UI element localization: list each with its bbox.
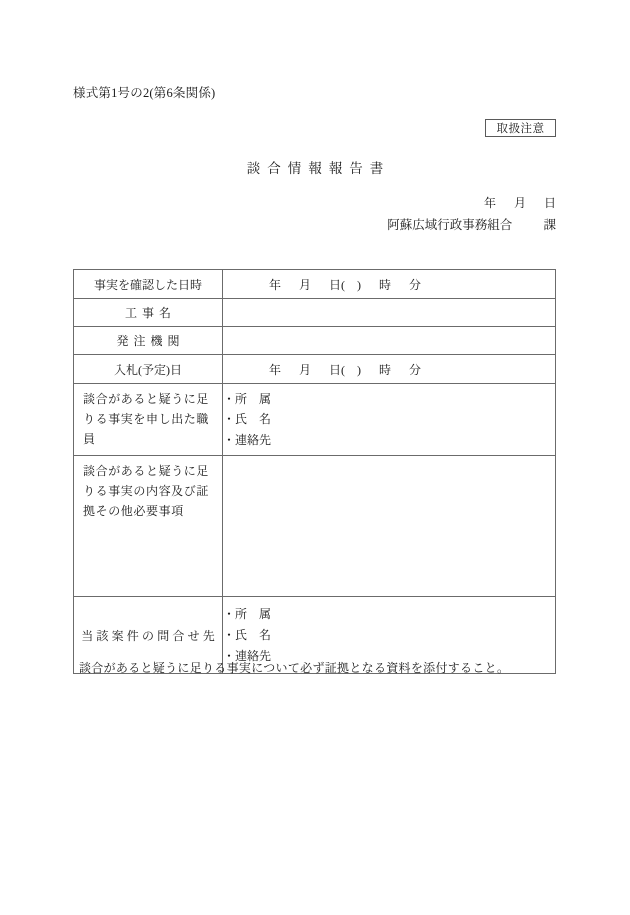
row-label-bid-date: 入札(予定)日 xyxy=(74,355,223,384)
table-row xyxy=(74,355,556,384)
table-row xyxy=(74,327,556,355)
bullet-affiliation: ・所 属 xyxy=(223,607,272,622)
row-label-reporting-staff: 談合があると疑うに足りる事実を申し出た職員 xyxy=(74,384,223,456)
document-title: 談合情報報告書 xyxy=(246,161,391,176)
form-code: 様式第1号の2(第6条関係) xyxy=(73,86,216,100)
report-form-table xyxy=(73,269,556,674)
table-row xyxy=(74,456,556,597)
bullet-affiliation: ・所 属 xyxy=(223,391,272,406)
bullet-name: ・氏 名 xyxy=(223,628,272,643)
date-entry-line: 年 月 日 xyxy=(483,196,556,210)
table-row xyxy=(74,270,556,299)
row-label-fact-details: 談合があると疑うに足りる事実の内容及び証拠その他必要事項 xyxy=(74,456,223,597)
row-value-bid-date[interactable]: 年 月 日( ) 時 分 xyxy=(223,355,556,384)
caution-notice-label: 取扱注意 xyxy=(496,123,545,135)
bullet-contact: ・連絡先 xyxy=(223,648,272,663)
bullet-contact: ・連絡先 xyxy=(223,433,272,447)
caution-notice-box xyxy=(485,119,556,137)
row-value-reporting-staff[interactable] xyxy=(223,384,556,456)
row-label-ordering-agency: 発注機関 xyxy=(74,327,223,355)
row-label-case-inquiry-contact: 当該案件の問合せ先 xyxy=(74,597,223,674)
table-row xyxy=(74,299,556,327)
row-label-confirmation-datetime: 事実を確認した日時 xyxy=(74,270,223,299)
row-value-confirmation-datetime[interactable]: 年 月 日( ) 時 分 xyxy=(223,270,556,299)
bullet-name: ・氏 名 xyxy=(223,412,272,427)
table-row xyxy=(74,384,556,456)
row-label-construction-name: 工事名 xyxy=(74,299,223,327)
row-value-ordering-agency[interactable] xyxy=(223,327,556,355)
row-value-construction-name[interactable] xyxy=(223,299,556,327)
row-value-fact-details[interactable] xyxy=(223,456,556,597)
footer-note: 談合があると疑うに足りる事実について必ず証拠となる資料を添付すること。 xyxy=(79,661,510,675)
organization-line: 阿蘇広域行政事務組合 課 xyxy=(387,218,556,232)
